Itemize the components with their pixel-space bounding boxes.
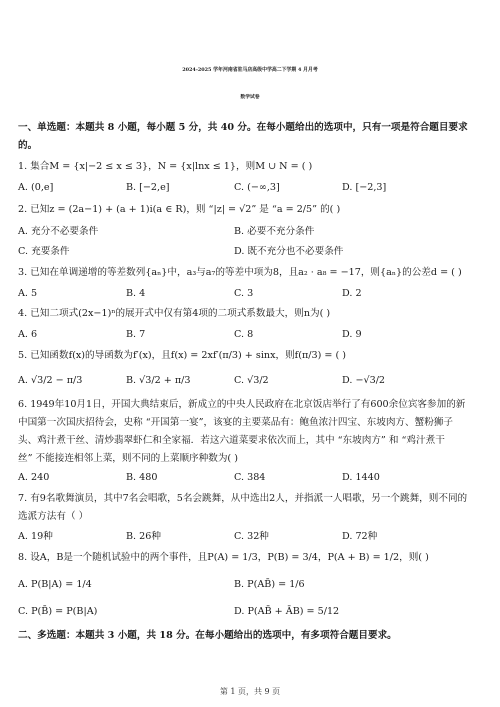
q6-option-c: C. 384 — [234, 472, 266, 483]
page-footer: 第 1 页，共 9 页 — [219, 687, 281, 696]
q6-line-3: 头、鸡汁煮干丝、清炒翡翠虾仁和全家福．若这六道菜要求依次而上，其中 “东坡肉方” 和 “鸡汁煮干 — [18, 435, 445, 446]
q3-option-d: D. 2 — [342, 288, 362, 299]
q7-option-a: A. 19种 — [18, 531, 53, 542]
q7-line-2: 选派方法有（ ） — [18, 511, 89, 522]
q8-option-a: A. P(B|A) = 1/4 — [18, 579, 92, 590]
q7-option-c: C. 32种 — [234, 531, 269, 542]
q3-option-a: A. 5 — [18, 288, 38, 299]
q2-option-d: D. 既不充分也不必要条件 — [234, 246, 344, 257]
q8-option-d: D. P(AB̄ + ĀB) = 5/12 — [234, 606, 340, 617]
q2-option-a: A. 充分不必要条件 — [18, 226, 99, 237]
q1-option-c: C. (−∞,3] — [234, 182, 280, 193]
q8-stem: 8. 设A，B是一个随机试验中的两个事件，且P(A) = 1/3，P(B) = 3/4，P(A + B) = 1/2，则( ) — [18, 552, 429, 563]
q3-option-b: B. 4 — [126, 288, 146, 299]
q1-option-b: B. [−2,e] — [126, 182, 170, 193]
exam-subtitle: 数学试卷 — [240, 94, 260, 100]
q1-option-d: D. [−2,3] — [342, 182, 387, 193]
q6-line-1: 6. 1949年10月1日，开国大典结束后，新成立的中央人民政府在北京饭店举行了有600余位宾客参加的新 — [18, 399, 466, 410]
section1-heading: 一、单选题：本题共 8 小题，每小题 5 分，共 40 分。在每小题给出的选项中，只有一项是符合题目要求 — [18, 122, 468, 133]
q2-stem: 2. 已知z = (2a−1) + (a + 1)i(a ∈ R)，则 “|z| = √2” 是 “a = 2/5” 的( ) — [18, 204, 341, 215]
q8-option-c: C. P(B̄) = P(B|A) — [18, 606, 98, 617]
q8-option-b: B. P(AB̄) = 1/6 — [234, 579, 305, 590]
section1-heading-cont: 的。 — [18, 140, 38, 151]
q6-option-a: A. 240 — [18, 472, 50, 483]
q2-option-c: C. 充要条件 — [18, 246, 70, 257]
q4-option-b: B. 7 — [126, 329, 146, 340]
q4-option-a: A. 6 — [18, 329, 38, 340]
q4-stem: 4. 已知二项式(2x−1)ⁿ的展开式中仅有第4项的二项式系数最大，则n为( ) — [18, 308, 331, 319]
q5-option-b: B. √3/2 + π/3 — [126, 375, 191, 386]
q6-line-4: 丝” 不能接连相邻上菜，则不同的上菜顺序种数为( ) — [18, 453, 238, 464]
q7-line-1: 7. 有9名歌舞演员，其中7名会唱歌，5名会跳舞，从中选出2人，并指派一人唱歌，另一个跳舞，则不同的 — [18, 493, 468, 504]
exam-title: 2024-2025 学年河南省驻马店高级中学高二下学期 4 月月考 — [182, 67, 318, 73]
q5-option-d: D. −√3/2 — [342, 375, 386, 386]
q1-option-a: A. (0,e] — [18, 182, 54, 193]
q7-option-d: D. 72种 — [342, 531, 378, 542]
q5-option-a: A. √3/2 − π/3 — [18, 375, 83, 386]
q6-option-d: D. 1440 — [342, 472, 380, 483]
q5-option-c: C. √3/2 — [234, 375, 269, 386]
q4-option-c: C. 8 — [234, 329, 254, 340]
section2-heading: 二、多选题：本题共 3 小题，共 18 分。在每小题给出的选项中，有多项符合题目要求。 — [18, 630, 397, 641]
q1-stem: 1. 集合M = {x|−2 ≤ x ≤ 3}，N = {x|lnx ≤ 1}，则M ∪ N = ( ) — [18, 161, 313, 172]
q7-option-b: B. 26种 — [126, 531, 161, 542]
q2-option-b: B. 必要不充分条件 — [234, 226, 315, 237]
q3-stem: 3. 已知在单调递增的等差数列{aₙ}中，a₃与a₇的等差中项为8，且a₂ · a₈ = −17，则{aₙ}的公差d = ( ) — [18, 267, 462, 278]
q5-stem: 5. 已知函数f(x)的导函数为f′(x)，且f(x) = 2xf′(π/3) + sinx，则f(π/3) = ( ) — [18, 350, 347, 361]
q6-option-b: B. 480 — [126, 472, 158, 483]
q6-line-2: 中国第一次国庆招待会，史称 “开国第一宴”，该宴的主要菜品有：鲍鱼浓汁四宝、东坡肉方、蟹粉狮子 — [18, 417, 453, 428]
q4-option-d: D. 9 — [342, 329, 362, 340]
q3-option-c: C. 3 — [234, 288, 254, 299]
